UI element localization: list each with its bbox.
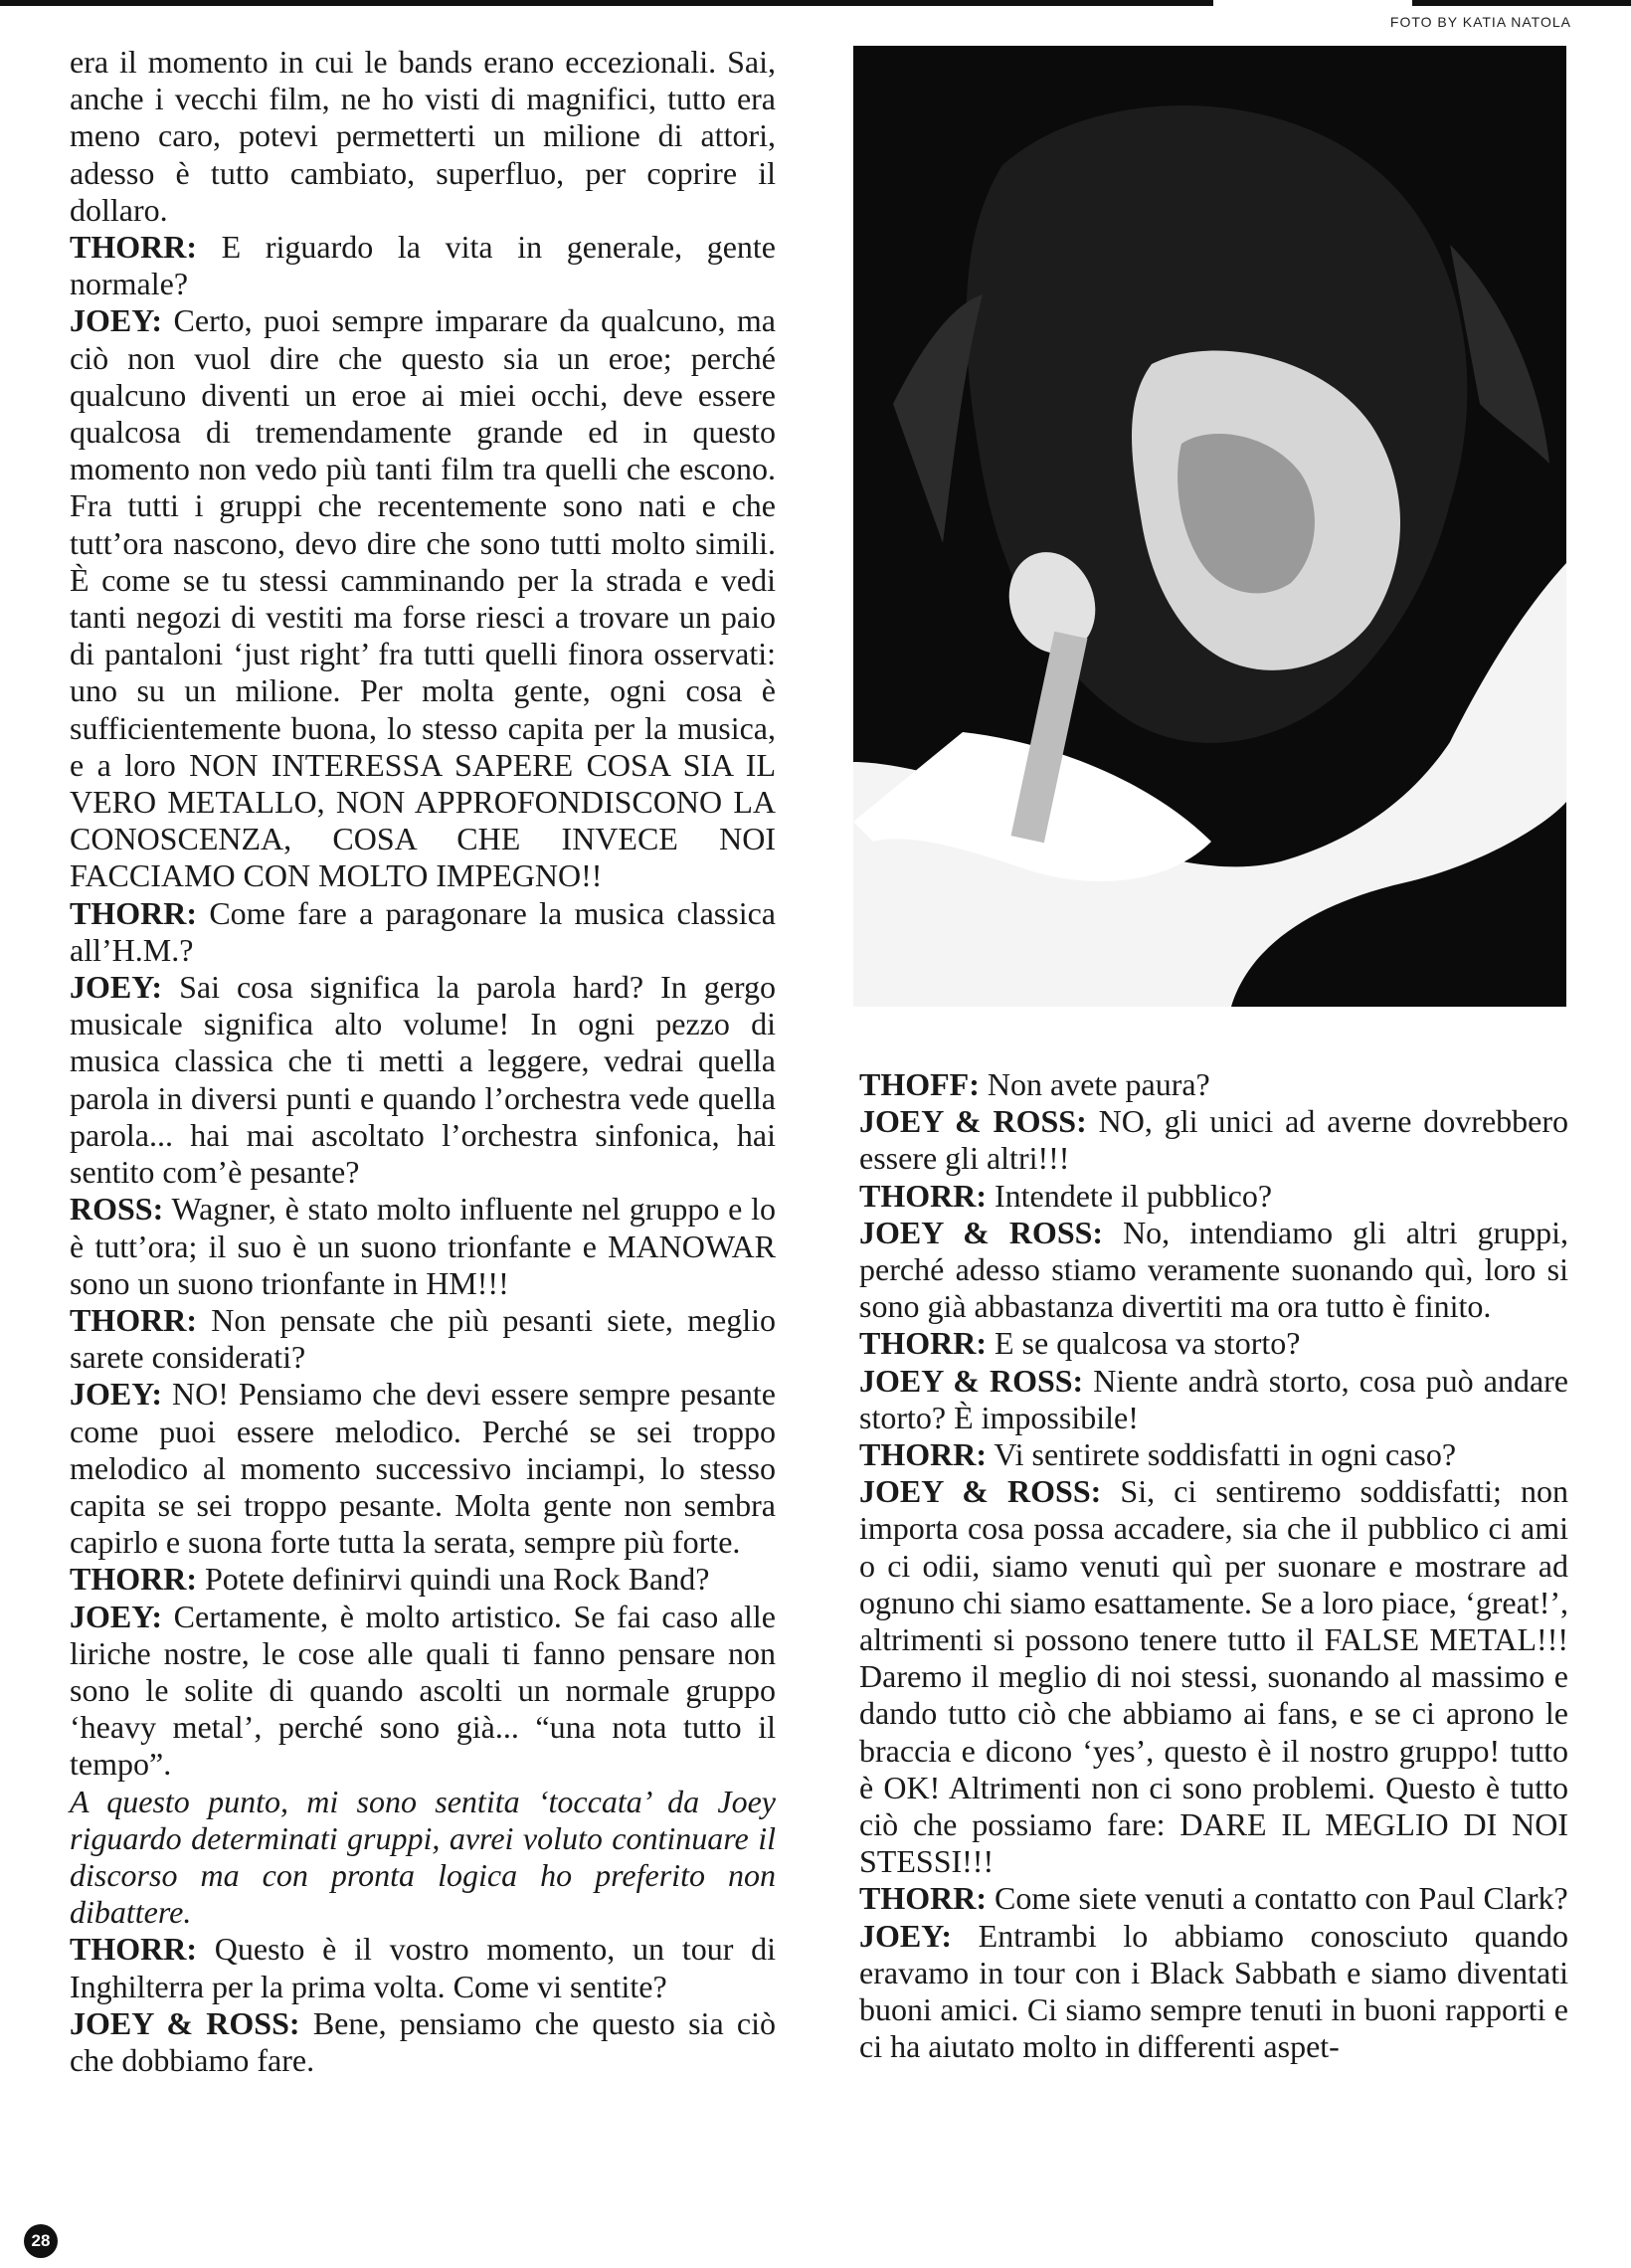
left-paragraph-2 xyxy=(70,229,776,302)
left-paragraph-6 xyxy=(70,1191,776,1302)
speaker-label: THORR: xyxy=(859,1436,987,1473)
paragraph-text: Vi sentirete soddisfatti in ogni caso? xyxy=(994,1436,1457,1473)
speaker-label: THORR: xyxy=(70,1301,197,1338)
left-paragraph-7 xyxy=(70,1302,776,1376)
speaker-label: THOFF: xyxy=(859,1066,980,1102)
right-paragraph-2 xyxy=(859,1103,1568,1177)
paragraph-text: Entrambi lo abbiamo conosciuto quando eravamo in tour con i Black Sabbath e siamo diventati buoni amici. Ci siamo sempre tenuti in buoni rapporti e ci ha aiutato molto in differenti aspet- xyxy=(859,1917,1569,2065)
speaker-label: THORR: xyxy=(70,229,197,266)
photo-credit: FOTO BY KATIA NATOLA xyxy=(1389,14,1571,30)
left-paragraph-13 xyxy=(70,2005,776,2079)
paragraph-text: NO, gli unici ad averne dovrebbero essere gli altri!!! xyxy=(859,1103,1569,1177)
right-paragraph-8 xyxy=(859,1473,1568,1880)
right-paragraph-10 xyxy=(859,1918,1568,2066)
paragraph-text: Sai cosa significa la parola hard? In gergo musicale significa alto volume! In ogni pezzo di musica classica che ti metti a leggere, vedrai quella parola in diversi punti e quando l’orchestra vede quella parola... hai mai ascoltato l’orchestra sinfonica, hai sentito com’è pesante? xyxy=(70,969,777,1191)
paragraph-text: Certamente, è molto artistico. Se fai caso alle liriche nostre, le cose alle quali ti fanno pensare non sono le solite di quando ascolti un normale gruppo ‘heavy metal’, perché sono già... “una nota tutto il tempo”. xyxy=(70,1598,777,1783)
left-paragraph-1 xyxy=(70,44,776,229)
speaker-label: JOEY & ROSS: xyxy=(859,1473,1102,1510)
singer-with-microphone-icon xyxy=(853,46,1566,1007)
paragraph-text: Come fare a paragonare la musica classica all’H.M.? xyxy=(70,894,777,968)
speaker-label: THORR: xyxy=(859,1880,987,1917)
left-column xyxy=(70,44,776,2079)
speaker-label: THORR: xyxy=(70,1931,197,1968)
paragraph-text: E se qualcosa va storto? xyxy=(995,1325,1301,1362)
interviewer-note xyxy=(70,1784,776,1932)
left-paragraph-10 xyxy=(70,1599,776,1784)
left-paragraph-5 xyxy=(70,969,776,1191)
paragraph-text: No, intendiamo gli altri gruppi, perché adesso stiamo veramente suonando quì, loro si sono già abbastanza divertiti ma ora tutto è finito. xyxy=(859,1214,1568,1325)
speaker-label: JOEY & ROSS: xyxy=(70,2004,300,2041)
right-paragraph-3 xyxy=(859,1178,1568,1215)
paragraph-text: Intendete il pubblico? xyxy=(995,1177,1273,1214)
paragraph-text: era il momento in cui le bands erano eccezionali. Sai, anche i vecchi film, ne ho visti di magnifici, tutto era meno caro, potevi permetterti un milione di attori, adesso è tutto cambiato, superfluo, per coprire il dollaro. xyxy=(70,44,776,228)
paragraph-text: A questo punto, mi sono sentita ‘toccata’ da Joey riguardo determinati gruppi, avrei voluto continuare il discorso ma con pronta logica ho preferito non dibattere. xyxy=(70,1783,776,1931)
speaker-label: JOEY: xyxy=(70,969,163,1006)
paragraph-text: Bene, pensiamo che questo sia ciò che dobbiamo fare. xyxy=(70,2004,777,2078)
speaker-label: THORR: xyxy=(859,1325,987,1362)
left-paragraph-9 xyxy=(70,1561,776,1598)
paragraph-text: Wagner, è stato molto influente nel gruppo e lo è tutt’ora; il suo è un suono trionfante e MANOWAR sono un suono trionfante in HM!!! xyxy=(70,1191,777,1301)
paragraph-text: E riguardo la vita in generale, gente normale? xyxy=(70,229,777,302)
speaker-label: JOEY: xyxy=(70,302,163,339)
paragraph-text: Niente andrà storto, cosa può andare storto? È impossibile! xyxy=(859,1362,1569,1435)
left-paragraph-12 xyxy=(70,1931,776,2004)
speaker-label: ROSS: xyxy=(70,1191,164,1228)
right-paragraph-4 xyxy=(859,1215,1568,1326)
paragraph-text: Non avete paura? xyxy=(987,1066,1210,1102)
left-paragraph-8 xyxy=(70,1376,776,1561)
paragraph-text: NO! Pensiamo che devi essere sempre pesante come puoi essere melodico. Perché se sei troppo melodico al momento successivo inciampi, lo stesso capita se sei troppo pesante. Molta gente non sembra capirlo e suona forte tutta la serata, sempre più forte. xyxy=(70,1376,777,1561)
speaker-label: JOEY: xyxy=(70,1376,163,1413)
paragraph-text: Come siete venuti a contatto con Paul Clark? xyxy=(995,1880,1568,1917)
paragraph-text: Certo, puoi sempre imparare da qualcuno, ma ciò non vuol dire che questo sia un eroe; perché qualcuno diventi un eroe ai miei occhi, deve essere qualcosa di tremendamente grande ed in questo momento non vedo più tanti film tra quelli che escono. Fra tutti i gruppi che recentemente sono nati e che tutt’ora nascono, devo dire che sono tutti molto simili. È come se tu stessi camminando per la strada e vedi tanti negozi di vestiti ma forse riesci a trovare un paio di pantaloni ‘just right’ fra tutti quelli finora osservati: uno su un milione. Per molta gente, ogni cosa è sufficientemente buona, lo stesso capita per la musica, e a loro NON INTERESSA SAPERE COSA SIA IL VERO METALLO, NON APPROFONDISCONO LA CONOSCENZA, COSA CHE INVECE NOI FACCIAMO CON MOLTO IMPEGNO!! xyxy=(70,302,777,894)
right-column xyxy=(859,1066,1568,2065)
right-paragraph-7 xyxy=(859,1436,1568,1473)
speaker-label: THORR: xyxy=(859,1177,987,1214)
speaker-label: JOEY & ROSS: xyxy=(859,1214,1104,1250)
speaker-label: JOEY & ROSS: xyxy=(859,1362,1084,1399)
top-rule xyxy=(0,0,1631,6)
paragraph-text: Potete definirvi quindi una Rock Band? xyxy=(205,1561,710,1598)
speaker-label: THORR: xyxy=(70,894,197,931)
paragraph-text: Si, ci sentiremo soddisfatti; non importa cosa possa accadere, sia che il pubblico ci ami o ci odii, siamo venuti quì per suonare e mostrare ad ognuno chi siamo esattamente. Se a loro piace, ‘great!’, altrimenti si possono tenere tutto il FALSE METAL!!! Daremo il meglio di noi stessi, suonando al massimo e dando tutto ciò che abbiamo ai fans, e se ci aprono le braccia e dicono ‘yes’, questo è il nostro gruppo! tutto è OK! Altrimenti non ci sono problemi. Questo è tutto ciò che possiamo fare: DARE IL MEGLIO DI NOI STESSI!!! xyxy=(859,1473,1569,1880)
right-paragraph-9 xyxy=(859,1880,1568,1917)
paragraph-text: Non pensate che più pesanti siete, meglio sarete considerati? xyxy=(70,1301,777,1376)
speaker-label: JOEY: xyxy=(859,1917,953,1954)
speaker-label: JOEY: xyxy=(70,1598,163,1634)
left-paragraph-3 xyxy=(70,302,776,894)
singer-photo xyxy=(853,46,1566,1007)
right-paragraph-1 xyxy=(859,1066,1568,1103)
speaker-label: JOEY & ROSS: xyxy=(859,1103,1087,1140)
page-number-badge: 28 xyxy=(24,2224,58,2258)
speaker-label: THORR: xyxy=(70,1561,197,1598)
paragraph-text: Questo è il vostro momento, un tour di Inghilterra per la prima volta. Come vi sentite? xyxy=(70,1931,777,2004)
right-paragraph-5 xyxy=(859,1325,1568,1362)
left-paragraph-4 xyxy=(70,895,776,969)
right-paragraph-6 xyxy=(859,1363,1568,1436)
